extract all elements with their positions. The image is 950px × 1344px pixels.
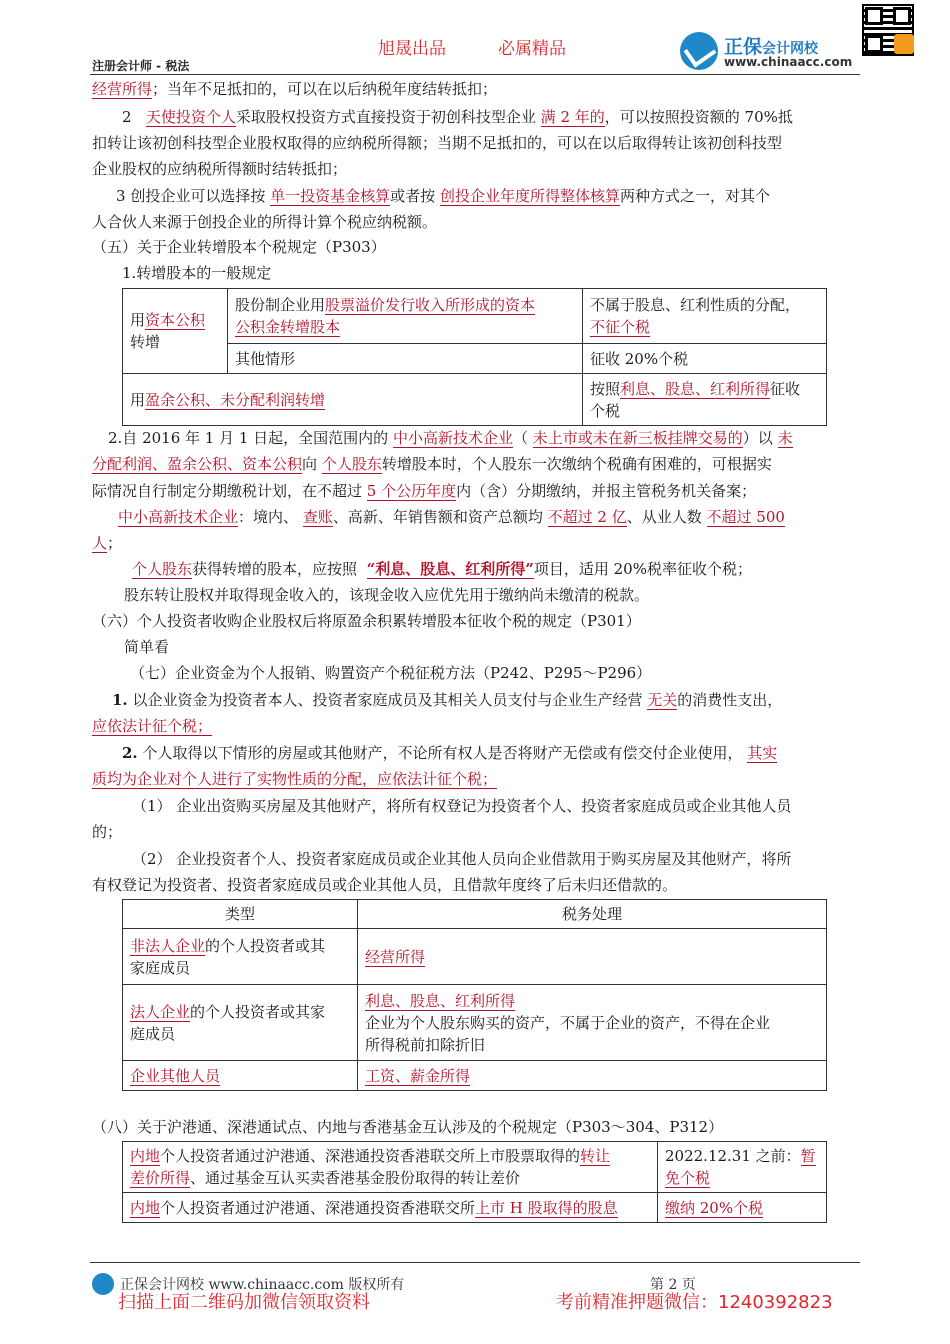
para-line: 股东转让股权并取得现金收入的，该现金收入应优先用于缴纳尚未缴清的税款。: [124, 586, 650, 604]
table-cell: 不属于股息、红利性质的分配， 不征个税: [583, 289, 827, 344]
section-heading: （五）关于企业转增股本个税规定（P303）: [92, 238, 386, 256]
table-cell: 工资、薪金所得: [358, 1061, 827, 1091]
subsection-heading: 1.转增股本的一般规定: [122, 264, 272, 282]
table-cell: 征收 20%个税: [583, 344, 827, 374]
table-cell: 缴纳 20%个税: [658, 1193, 827, 1223]
slogan-right: 必属精品: [498, 39, 566, 59]
para-line: 的；: [92, 823, 123, 841]
asset-tax-table: [122, 899, 827, 1091]
para-line: 人；: [92, 534, 123, 552]
page-number: 第 2 页: [650, 1277, 696, 1293]
subject-title: 注册会计师 - 税法: [92, 59, 190, 73]
para-line: 有权登记为投资者、投资者家庭成员或企业其他人员，且借款年度终了后未归还借款的。: [92, 876, 678, 894]
para-line: 扣转让该初创科技型企业股权取得的应纳税所得额；当期不足抵扣的，可以在以后取得转让该初创科技型: [92, 134, 783, 152]
footer-logo-icon: [92, 1273, 114, 1295]
table-cell: 法人企业的个人投资者或其家 庭成员: [123, 985, 358, 1061]
app-badge-icon: [894, 34, 914, 54]
para-line: 人合伙人来源于创投企业的所得计算个税应纳税额。: [92, 213, 438, 231]
table-cell: 股份制企业用股票溢价发行收入所形成的资本 公积金转增股本: [228, 289, 583, 344]
table-cell: 利息、股息、红利所得 企业为个人股东购买的资产，不属于企业的资产，不得在企业 所得税前扣除折旧: [358, 985, 827, 1061]
table-cell: 企业其他人员: [123, 1061, 358, 1091]
table-cell: 经营所得: [358, 929, 827, 985]
para-line: 分配利润、盈余公积、资本公积向 个人股东转增股本时，个人股东一次缴纳个税确有困难的，可根据实: [92, 455, 772, 473]
logo-url: www.chinaacc.com: [724, 55, 853, 69]
table-cell: 内地个人投资者通过沪港通、深港通投资香港联交所上市 H 股取得的股息: [123, 1193, 658, 1223]
exam-wechat-note: 考前精准押题微信：1240392823: [556, 1292, 833, 1313]
table-cell: 按照利息、股息、红利所得征收 个税: [583, 374, 827, 426]
transfer-capital-table: [122, 288, 827, 426]
para-line: 际情况自行制定分期缴税计划，在不超过 5 个公历年度内（含）分期缴纳，并报主管税务机关备案；: [92, 482, 757, 500]
para-line: 个人股东获得转增的股本，应按照 “利息、股息、红利所得”项目，适用 20%税率征收个税；: [132, 560, 752, 578]
table-cell: 用资本公积 转增: [123, 289, 228, 374]
para-line: 经营所得；当年不足抵扣的，可以在以后纳税年度结转抵扣；: [92, 80, 498, 98]
footer-copyright: 正保会计网校 www.chinaacc.com 版权所有: [120, 1277, 405, 1293]
section-heading: （六）个人投资者收购企业股权后将原盈余积累转增股本征收个税的规定（P301）: [92, 612, 641, 630]
para-line: 企业股权的应纳税所得额时结转抵扣；: [92, 160, 348, 178]
section-heading: （八）关于沪港通、深港通试点、内地与香港基金互认涉及的个税规定（P303～304、P312）: [92, 1118, 724, 1136]
table-cell: 其他情形: [228, 344, 583, 374]
table-header: 税务处理: [358, 900, 827, 929]
table-cell: 2022.12.31 之前：暂 免个税: [658, 1142, 827, 1193]
para-line: 质均为企业对个人进行了实物性质的分配，应依法计征个税；: [92, 770, 498, 788]
scan-qr-note: 扫描上面二维码加微信领取资料: [118, 1292, 370, 1313]
table-cell: 非法人企业的个人投资者或其 家庭成员: [123, 929, 358, 985]
header-divider: [90, 74, 860, 75]
section-heading: （七）企业资金为个人报销、购置资产个税征税方法（P242、P295～P296）: [130, 664, 652, 682]
table-cell: 内地个人投资者通过沪港通、深港通投资香港联交所上市股票取得的转让 差价所得、通过基金互认买卖香港基金股份取得的转让差价: [123, 1142, 658, 1193]
hk-connect-table: [122, 1141, 827, 1223]
para-line: 应依法计征个税；: [92, 717, 213, 735]
slogan-left: 旭晟出品: [378, 39, 446, 59]
para-line: 2. 个人取得以下情形的房屋或其他财产，不论所有权人是否将财产无偿或有偿交付企业使用， 其实: [122, 744, 778, 762]
chinaacc-logo[interactable]: [680, 32, 853, 72]
para-line: 3 创投企业可以选择按 单一投资基金核算或者按 创投企业年度所得整体核算两种方式之一，对其个: [116, 187, 770, 205]
table-header: 类型: [123, 900, 358, 929]
logo-title: 正保会计网校: [724, 36, 819, 58]
footer-divider: [90, 1262, 860, 1263]
logo-mark-icon: [680, 32, 718, 70]
para-line: 2.自 2016 年 1 月 1 日起，全国范围内的 中小高新技术企业（ 未上市或未在新三板挂牌交易的）以 未: [108, 429, 793, 447]
para-line: （2） 企业投资者个人、投资者家庭成员或企业其他人员向企业借款用于购买房屋及其他财产，将所: [132, 850, 792, 868]
para-line: 中小高新技术企业：境内、 查账、高新、年销售额和资产总额均 不超过 2 亿、从业人数 不超过 500: [118, 508, 785, 526]
para-line: （1） 企业出资购买房屋及其他财产，将所有权登记为投资者个人、投资者家庭成员或企业其他人员: [132, 797, 792, 815]
para-line: 1. 以企业资金为投资者本人、投资者家庭成员及其相关人员支付与企业生产经营 无关的消费性支出，: [112, 691, 783, 709]
para-line: 简单看: [124, 638, 170, 656]
table-cell: 用盈余公积、未分配利润转增: [123, 374, 583, 426]
para-line: 2 天使投资个人采取股权投资方式直接投资于初创科技型企业 满 2 年的，可以按照投资额的 70%抵: [122, 108, 793, 126]
